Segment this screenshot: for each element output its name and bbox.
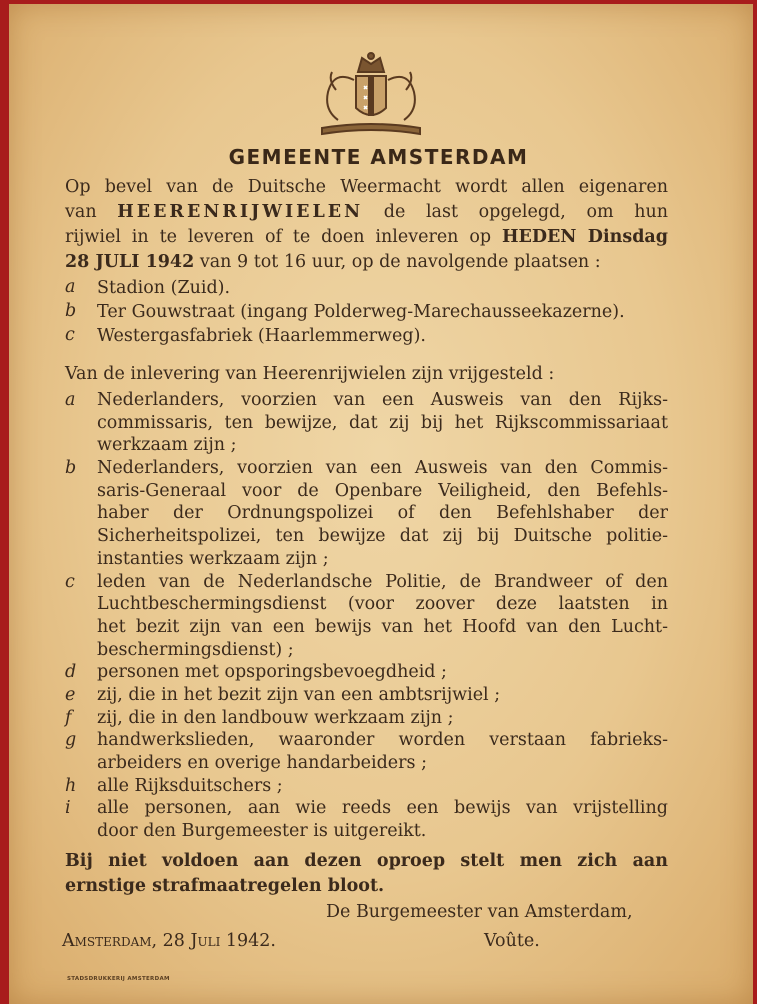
item-letter: d bbox=[65, 662, 77, 683]
item-letter: a bbox=[65, 277, 76, 297]
intro-paragraph bbox=[65, 175, 668, 275]
places-list bbox=[65, 276, 668, 348]
exemption-line: zij, die in het bezit zijn van een ambtsrijwiel ; bbox=[97, 684, 501, 705]
exemption-line: beschermingsdienst) ; bbox=[97, 639, 294, 660]
warning-line: ernstige strafmaatregelen bloot. bbox=[65, 876, 385, 896]
place-item bbox=[65, 276, 668, 300]
place-text: Westergasfabriek (Haarlemmerweg). bbox=[97, 326, 426, 346]
exemption-line: alle Rijksduitschers ; bbox=[97, 775, 283, 796]
exemption-line: arbeiders en overige handarbeiders ; bbox=[97, 753, 427, 773]
signer-name: Voûte. bbox=[484, 931, 540, 951]
date-emphasis: 28 JULI 1942 bbox=[65, 252, 195, 272]
printer-imprint: STADSDRUKKERIJ AMSTERDAM bbox=[67, 976, 170, 982]
warning-line: Bij niet voldoen aan dezen oproep stelt men zich aan bbox=[65, 851, 668, 871]
exemption-line: werkzaam zijn ; bbox=[97, 435, 237, 456]
item-letter: c bbox=[65, 325, 75, 345]
exemption-item bbox=[65, 797, 668, 842]
item-letter: b bbox=[65, 301, 77, 321]
exemption-line: Luchtbeschermingsdienst (voor zoover deze laatsten in bbox=[97, 594, 668, 615]
exemption-line: zij, die in den landbouw werkzaam zijn ; bbox=[97, 707, 454, 728]
exemption-line: personen met opsporingsbevoegdheid ; bbox=[97, 662, 447, 683]
exemption-item bbox=[65, 684, 668, 707]
exemption-line: Sicherheitspolizei, ten bewijze dat zij bij Duitsche politie- bbox=[97, 526, 668, 547]
intro-line: Op bevel van de Duitsche Weermacht wordt allen eigenaren bbox=[65, 177, 668, 197]
exemption-line: instanties werkzaam zijn ; bbox=[97, 548, 329, 569]
exemption-item bbox=[65, 661, 668, 684]
warning-paragraph bbox=[65, 849, 668, 899]
item-letter: f bbox=[65, 707, 72, 728]
exemption-line: alle personen, aan wie reeds een bewijs van vrijstelling bbox=[97, 798, 668, 819]
place-text: Stadion (Zuid). bbox=[97, 278, 231, 298]
exemption-line: door den Burgemeester is uitgereikt. bbox=[97, 821, 427, 842]
intro-line: 28 JULI 1942 van 9 tot 16 uur, op de navolgende plaatsen : bbox=[65, 252, 601, 272]
intro-line: van HEERENRIJWIELEN de last opgelegd, om hun bbox=[65, 202, 669, 222]
exempt-heading-text: Van de inlevering van Heerenrijwielen zijn vrijgesteld : bbox=[65, 364, 555, 384]
exemption-line: leden van de Nederlandsche Politie, de Brandweer of den bbox=[97, 571, 668, 592]
place-item bbox=[65, 300, 668, 324]
exempt-heading bbox=[65, 362, 668, 387]
place-date: Amsterdam, 28 Juli 1942. bbox=[62, 931, 276, 951]
item-letter: g bbox=[65, 730, 77, 751]
exemptions-list bbox=[65, 389, 668, 843]
exemption-item bbox=[65, 707, 668, 730]
item-letter: c bbox=[65, 571, 75, 592]
exemption-item bbox=[65, 457, 668, 570]
item-letter: i bbox=[65, 798, 71, 819]
exemption-item bbox=[65, 729, 668, 774]
item-letter: e bbox=[65, 684, 76, 705]
exemption-item bbox=[65, 775, 668, 798]
place-item bbox=[65, 324, 668, 348]
item-letter: h bbox=[65, 775, 77, 796]
amsterdam-coat-of-arms-icon bbox=[316, 50, 426, 138]
exemption-line: commissaris, ten bewijze, dat zij bij het Rijkscommissariaat bbox=[97, 412, 668, 433]
bicycles-emphasis: HEERENRIJWIELEN bbox=[117, 202, 364, 222]
signature-title: De Burgemeester van Amsterdam, bbox=[326, 902, 633, 922]
item-letter: a bbox=[65, 390, 76, 410]
page-title: GEMEENTE AMSTERDAM bbox=[228, 145, 529, 169]
exemption-line: saris-Generaal voor de Openbare Veiligheid, den Befehls- bbox=[97, 480, 668, 501]
exemption-item bbox=[65, 571, 668, 662]
exemption-line: handwerkslieden, waaronder worden verstaan fabrieks- bbox=[97, 730, 668, 751]
exemption-line: het bezit zijn van een bewijs van het Hoofd van den Lucht- bbox=[97, 616, 668, 637]
item-letter: b bbox=[65, 458, 77, 479]
today-emphasis: HEDEN Dinsdag bbox=[501, 227, 669, 247]
exemption-line: haber der Ordnungspolizei of den Befehlshaber der bbox=[97, 503, 668, 524]
exemption-item bbox=[65, 389, 668, 457]
exemption-line: Nederlanders, voorzien van een Ausweis van den Commis- bbox=[97, 458, 668, 479]
place-text: Ter Gouwstraat (ingang Polderweg-Marechausseekazerne). bbox=[97, 302, 625, 322]
exemption-line: Nederlanders, voorzien van een Ausweis van den Rijks- bbox=[97, 390, 668, 410]
intro-line: rijwiel in te leveren of te doen inleveren op HEDEN Dinsdag bbox=[65, 227, 669, 247]
